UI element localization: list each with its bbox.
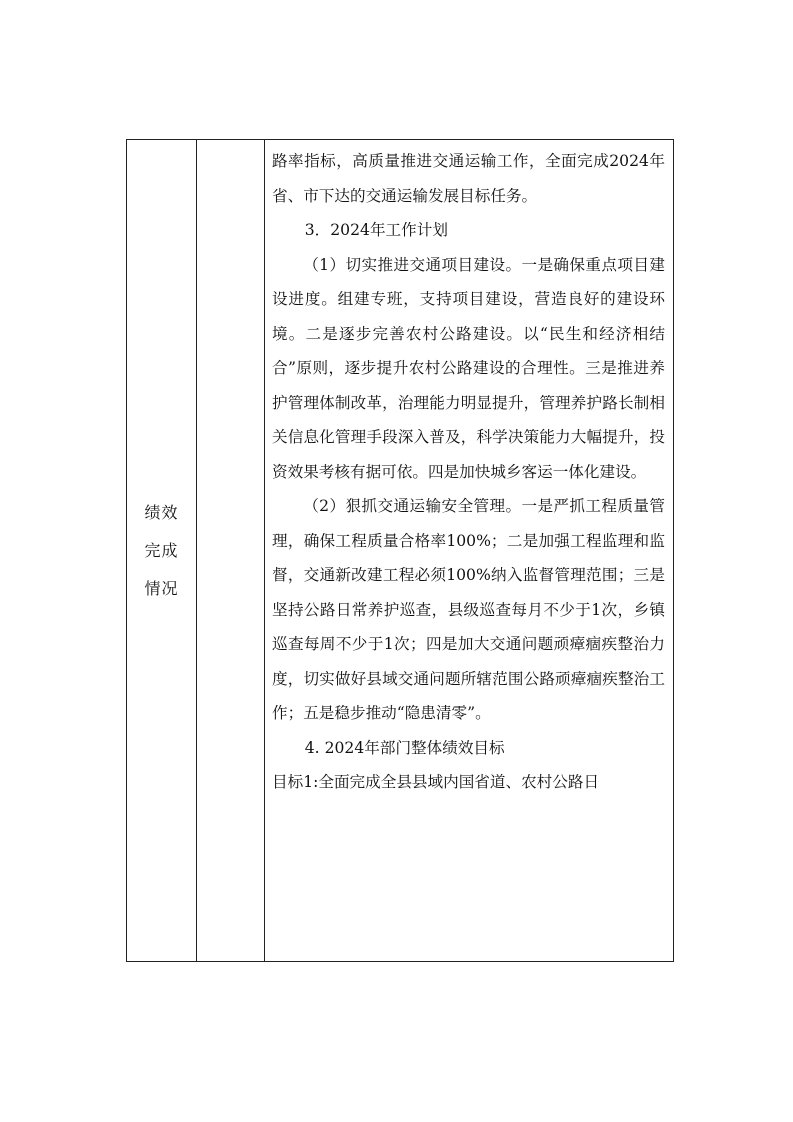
performance-table: [126, 139, 674, 962]
content-paragraph: （1）切实推进交通项目建设。一是确保重点项目建设进度。组建专班，支持项目建设，营造良好的建设环境。二是逐步完善农村公路建设。以“民生和经济相结合”原则，逐步提升农村公路建设的合理性。三是推进养护管理体制改革，治理能力明显提升，管理养护路长制相关信息化管理手段深入普及，科学决策能力大幅提升，投资效果考核有据可依。四是加快城乡客运一体化建设。: [272, 255, 665, 481]
section-heading: 3．2024年工作计划: [304, 221, 448, 239]
label-line: 情况: [144, 578, 179, 598]
label-text: [144, 494, 178, 608]
content-paragraph: （2）狠抓交通运输安全管理。一是严抓工程质量管理，确保工程质量合格率100%；二是加强工程监理和监督，交通新改建工程必须100%纳入监督管理范围；三是坚持公路日常养护巡查，县级巡查每月不少于1次，乡镇巡查每周不少于1次；四是加大交通问题顽瘴痼疾整治力度，切实做好县域交通问题所辖范围公路顽瘴痼疾整治工作；五是稳步推动“隐患清零”。: [272, 497, 665, 722]
label-cell: [127, 140, 197, 961]
content-paragraph: 路率指标，高质量推进交通运输工作，全面完成2024年省、市下达的交通运输发展目标任务。: [272, 152, 665, 205]
label-line: 完成: [144, 540, 179, 560]
empty-cell: [197, 140, 265, 961]
content-cell: [265, 140, 673, 961]
content-paragraph: 目标1:全面完成全县县域内国省道、农村公路日: [272, 773, 600, 791]
section-heading: 4. 2024年部门整体绩效目标: [304, 738, 505, 757]
label-line: 绩效: [144, 502, 179, 522]
